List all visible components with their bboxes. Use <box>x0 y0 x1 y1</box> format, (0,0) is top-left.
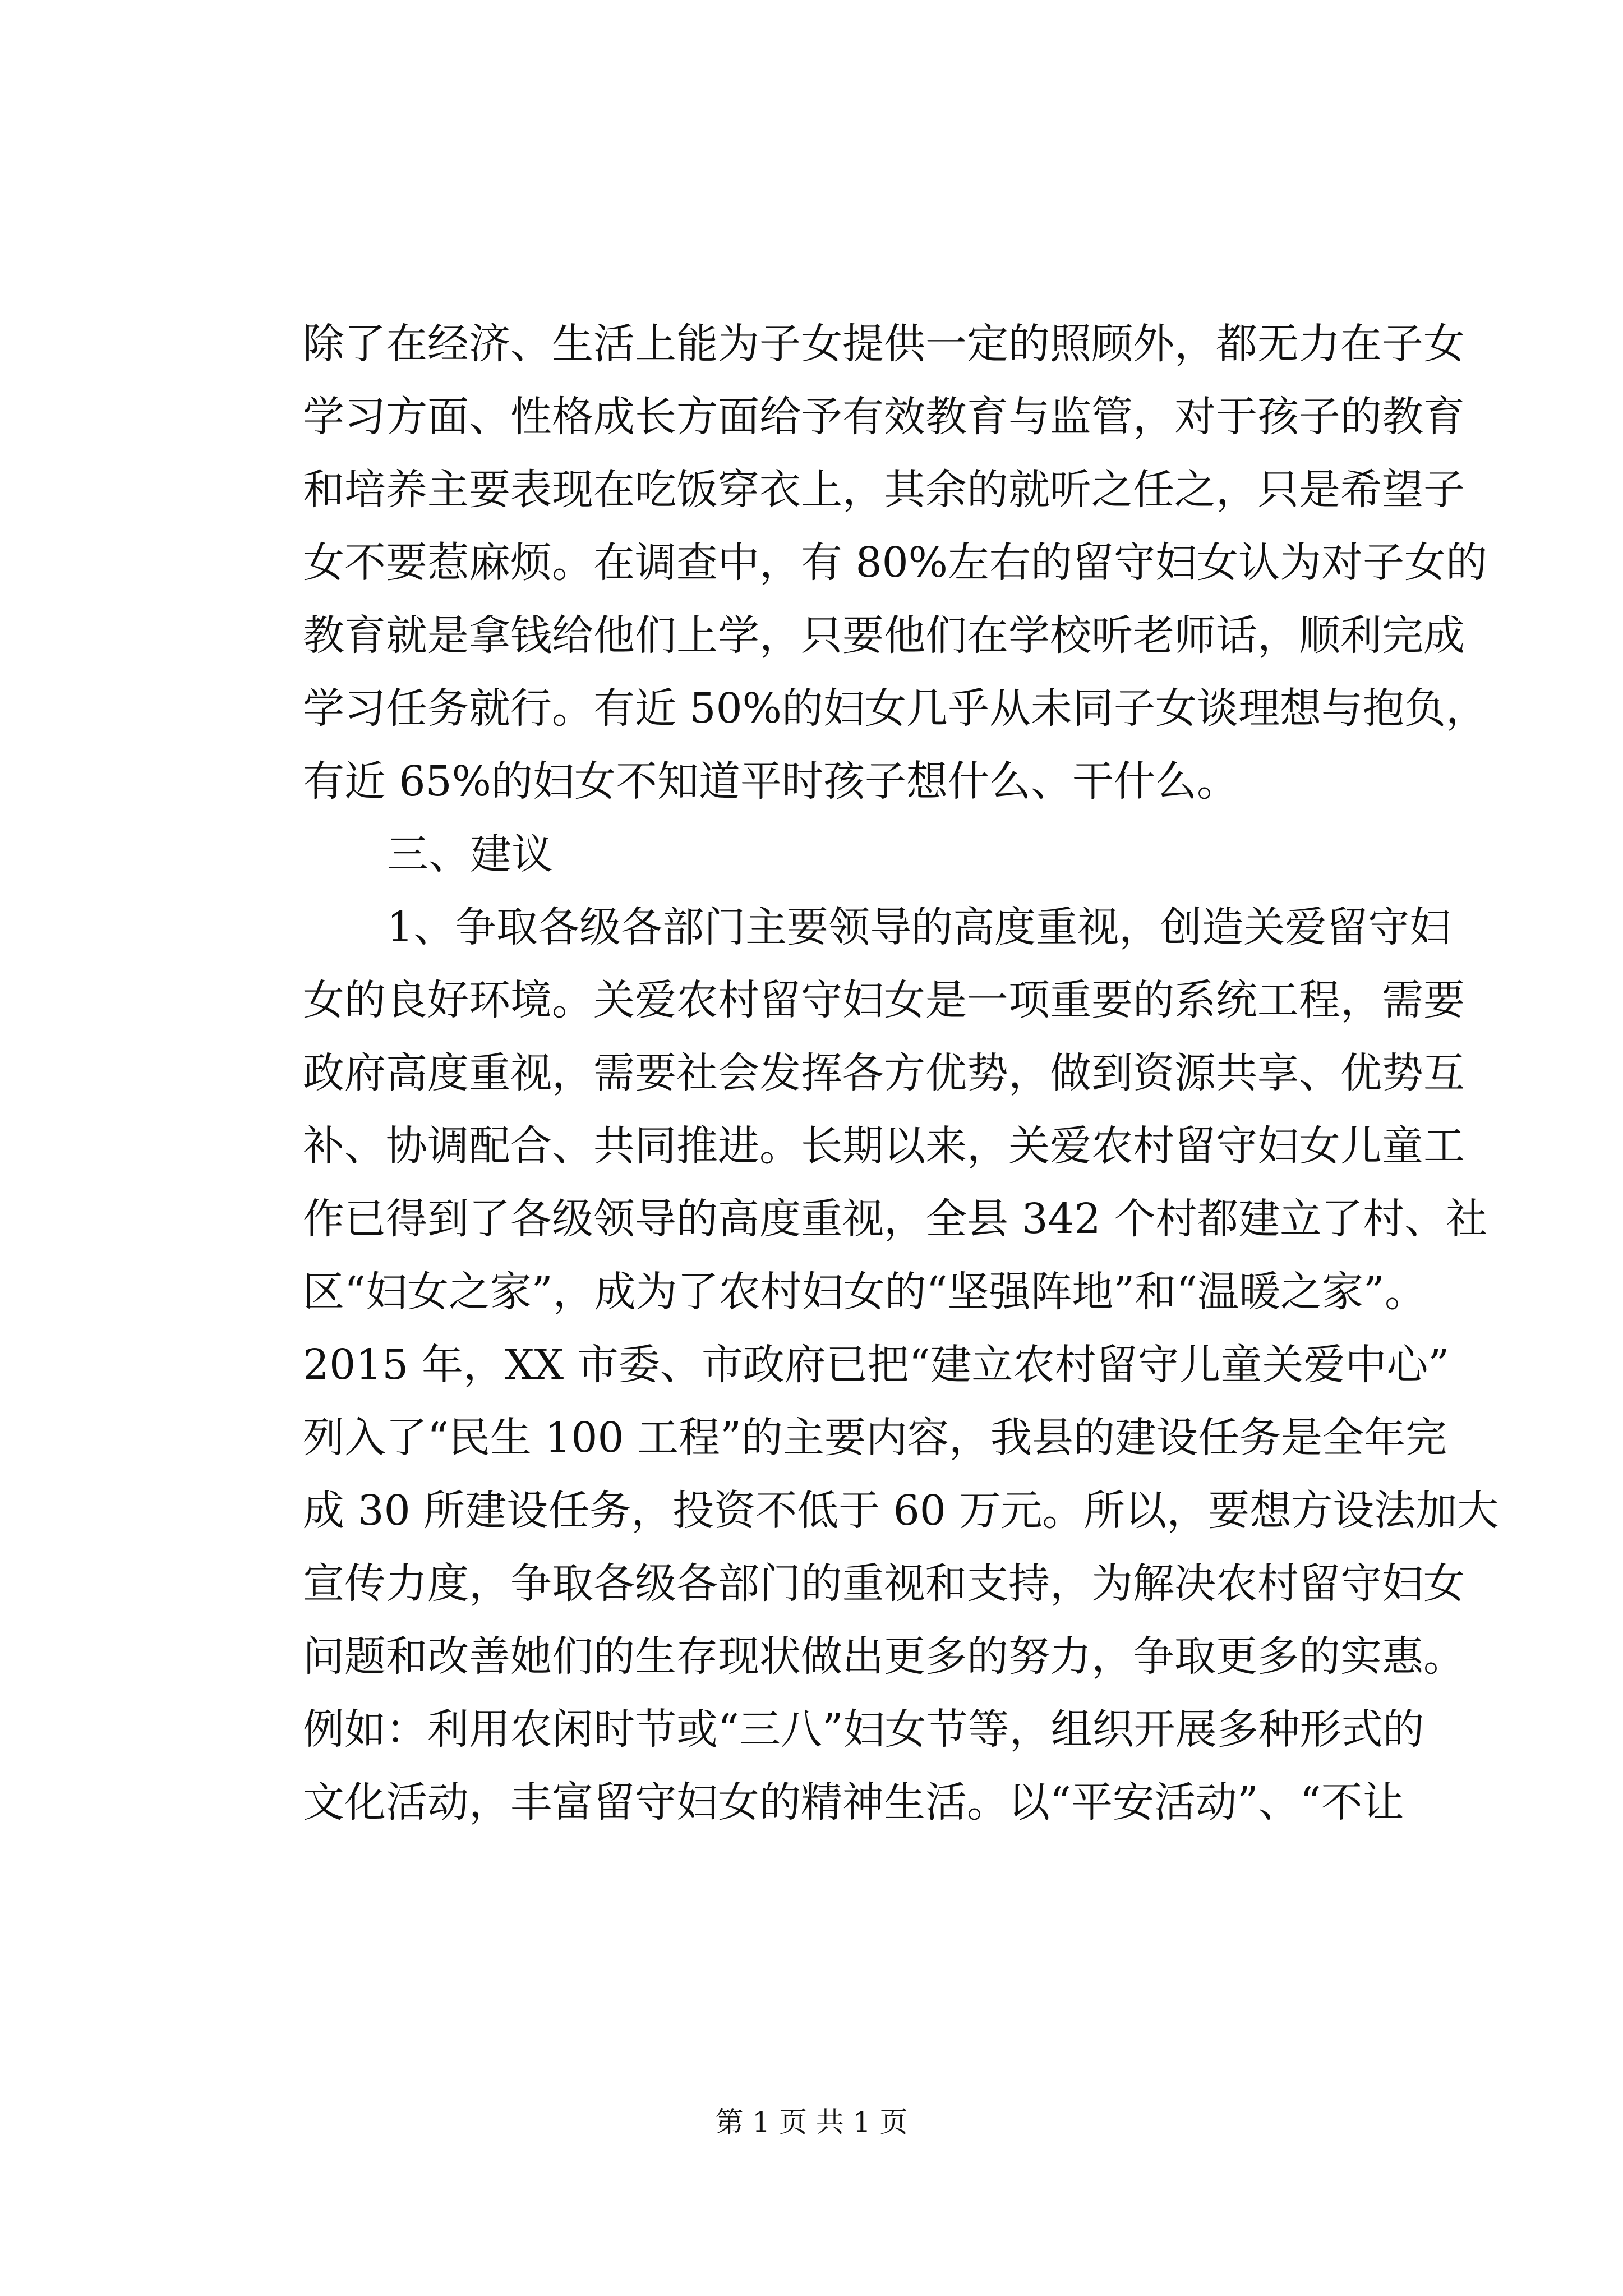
text-line-19: 问题和改善她们的生存现状做出更多的努力，争取更多的实惠。 <box>303 1632 1465 1681</box>
text-line-11: 政府高度重视，需要社会发挥各方优势，做到资源共享、优势互 <box>303 1049 1465 1097</box>
text-line-2: 学习方面、性格成长方面给予有效教育与监管，对于孩子的教育 <box>303 393 1465 441</box>
text-line-17: 成 30 所建设任务，投资不低于 60 万元。所以，要想方设法加大 <box>303 1487 1499 1535</box>
text-line-16: 列入了“民生 100 工程”的主要内容，我县的建设任务是全年完 <box>303 1414 1447 1462</box>
page-number: 第 1 页 共 1 页 <box>715 2106 908 2138</box>
text-line-6: 学习任务就行。有近 50%的妇女几乎从未同子女谈理想与抱负， <box>303 684 1487 733</box>
text-line-7: 有近 65%的妇女不知道平时孩子想什么、干什么。 <box>303 757 1238 806</box>
text-line-3: 和培养主要表现在吃饭穿衣上，其余的就听之任之，只是希望子 <box>303 466 1465 514</box>
page-footer <box>0 2102 1623 2142</box>
text-line-21: 文化活动，丰富留守妇女的精神生活。以“平安活动”、“不让 <box>303 1778 1404 1826</box>
text-line-12: 补、协调配合、共同推进。长期以来，关爱农村留守妇女儿童工 <box>303 1122 1465 1170</box>
section-heading: 三、建议 <box>387 830 553 878</box>
text-line-20: 例如：利用农闲时节或“三八”妇女节等，组织开展多种形式的 <box>303 1705 1424 1754</box>
text-line-9: 1、争取各级各部门主要领导的高度重视，创造关爱留守妇 <box>387 903 1451 951</box>
text-line-10: 女的良好环境。关爱农村留守妇女是一项重要的系统工程，需要 <box>303 976 1465 1024</box>
text-line-1: 除了在经济、生活上能为子女提供一定的照顾外，都无力在子女 <box>303 320 1465 368</box>
text-line-5: 教育就是拿钱给他们上学，只要他们在学校听老师话，顺利完成 <box>303 611 1465 660</box>
text-line-4: 女不要惹麻烦。在调查中，有 80%左右的留守妇女认为对子女的 <box>303 539 1487 587</box>
text-line-14: 区“妇女之家”，成为了农村妇女的“坚强阵地”和“温暖之家”。 <box>303 1268 1426 1316</box>
text-line-13: 作已得到了各级领导的高度重视，全县 342 个村都建立了村、社 <box>303 1195 1488 1243</box>
body-text <box>303 307 1499 1839</box>
text-line-18: 宣传力度，争取各级各部门的重视和支持，为解决农村留守妇女 <box>303 1559 1465 1608</box>
text-line-15: 2015 年，XX 市委、市政府已把“建立农村留守儿童关爱中心” <box>303 1341 1450 1389</box>
